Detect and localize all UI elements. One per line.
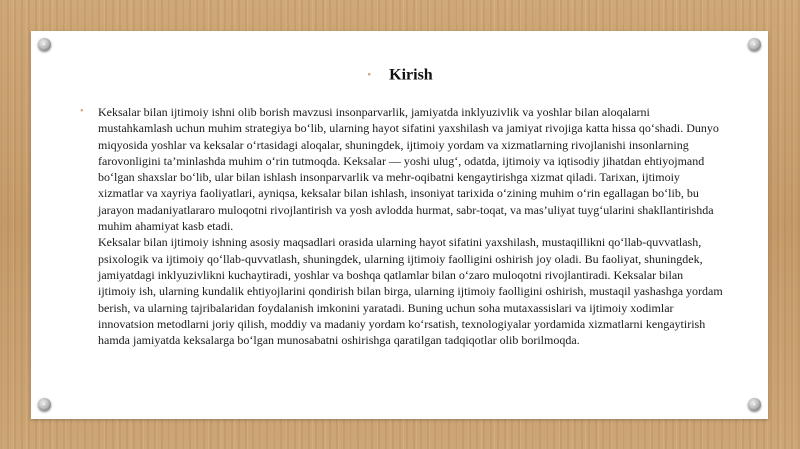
body-paragraph-1: Keksalar bilan ijtimoiy ishni olib borish mavzusi insonparvarlik, jamiyatda inklyuzivlik va yoshlar bilan aloqalarni mustahkamlash uchun muhim strategiya bo‘lib, ularning hayot sifatini yaxshilash va jamiyat rivojiga katta hissa qo‘shadi. Dunyo miqyosida yoshlar va keksalar o‘rtasidagi aloqalar, shuningdek, ijtimoiy yordam va xizmatlarning rivojlanishi insonlarning farovonligini ta’minlashda muhim o‘rin tutmoqda. Keksalar — yoshi ulug‘, odatda, ijtimoiy va iqtisodiy jihatdan ehtiyojmand bo‘lgan shaxslar bo‘lib, ular bilan ishlash insonparvarlik va mehr-oqibatni kengaytirishga xizmat qiladi. Tarixan, ijtimoiy xizmatlar va xayriya faoliyatlari, ayniqsa, keksalar bilan ishlash, insoniyat tarixida o‘zining muhim o‘rin egallagan bo‘lib, bu jarayon madaniyatlararo muloqotni rivojlantirish va yosh avlodda hurmat, sabr-toqat, va mas’uliyat tuyg‘ularini shakllantirishda muhim ahamiyat kasb etadi. xyxy=(98,105,719,234)
pushpin-bottom-right-icon xyxy=(748,398,761,411)
slide-title: Kirish xyxy=(389,66,433,84)
body-paragraph-2: Keksalar bilan ijtimoiy ishning asosiy maqsadlari orasida ularning hayot sifatini yaxshilash, mustaqillikni qo‘llab-quvvatlash, psixologik va ijtimoiy qo‘llab-quvvatlash, shuningdek, ularning ijtimoiy faolligini oshirish joy oladi. Bu faoliyat, shuningdek, jamiyatdagi inklyuzivlikni kuchaytiradi, yoshlar va boshqa qatlamlar bilan o‘zaro muloqotni rivojlantiradi. Keksalar bilan ijtimoiy ish, ularning kundalik ehtiyojlarini qondirish bilan birga, ularning ijtimoiy faolligini oshirish, mustaqil yashashga yordam berish, va ularning tajribalaridan foydalanish imkonini yaratadi. Buning uchun soha mutaxassislari va ijtimoiy xodimlar innovatsion metodlarni joriy qilish, moddiy va madaniy yordam ko‘rsatish, texnologiyalar yordamida xizmatlarni kengaytirish hamda jamiyatda keksalarga bo‘lgan munosabatni oshirishga qaratilgan tadqiqotlar olib borilmoqda. xyxy=(98,235,723,348)
pushpin-top-left-icon xyxy=(38,38,51,51)
title-bullet-icon: • xyxy=(367,69,372,82)
pushpin-top-right-icon xyxy=(748,38,761,51)
slide-body xyxy=(98,104,723,348)
body-bullet-icon: • xyxy=(80,106,84,117)
slide-title-row xyxy=(0,66,800,84)
pushpin-bottom-left-icon xyxy=(38,398,51,411)
